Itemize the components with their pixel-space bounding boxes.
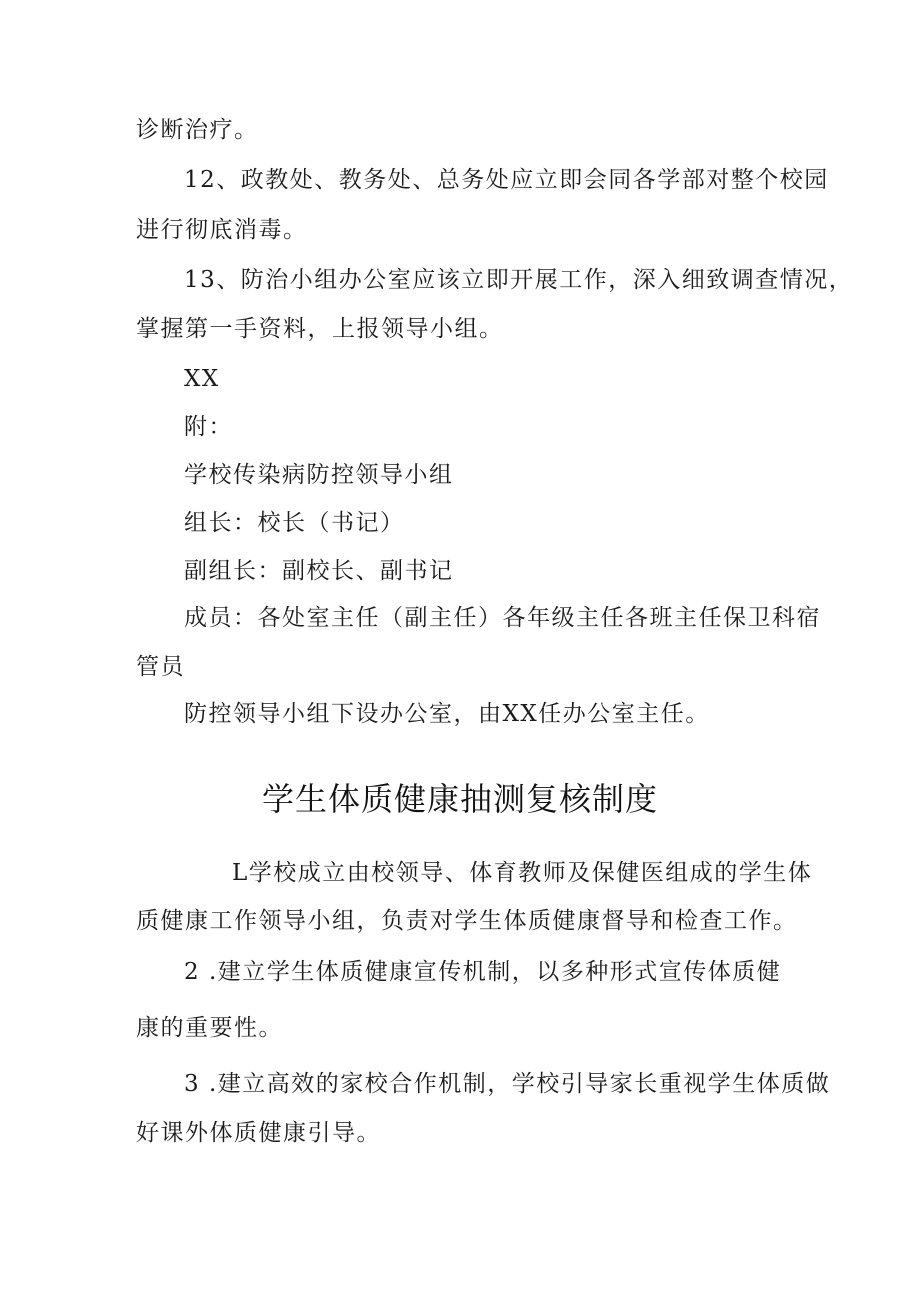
paragraph-line: 2 .建立学生体质健康宣传机制，以多种形式宣传体质健 — [184, 959, 782, 985]
paragraph-line: L学校成立由校领导、体育教师及保健医组成的学生体 — [232, 860, 813, 886]
paragraph-line: 成员：各处室主任（副主任）各年级主任各班主任保卫科宿 — [184, 605, 821, 631]
paragraph-line: 管员 — [136, 654, 185, 680]
paragraph-line: 3 .建立高效的家校合作机制，学校引导家长重视学生体质做 — [184, 1071, 831, 1097]
paragraph-line: 12、政教处、教务处、总务处应立即会同各学部对整个校园 — [184, 167, 829, 193]
paragraph-line: 进行彻底消毒。 — [136, 217, 308, 243]
paragraph-line: 质健康工作领导小组，负责对学生体质健康督导和检查工作。 — [136, 908, 798, 934]
paragraph-line: 组长：校长（书记） — [184, 510, 405, 536]
section-title: 学生体质健康抽测复核制度 — [261, 780, 658, 818]
paragraph-line: 13、防治小组办公室应该立即开展工作，深入细致调查情况， — [184, 267, 854, 293]
paragraph-line: 诊断治疗。 — [136, 117, 259, 143]
paragraph-line: 副组长：副校长、副书记 — [184, 558, 454, 584]
paragraph-line: 好课外体质健康引导。 — [136, 1120, 381, 1146]
paragraph-line: 学校传染病防控领导小组 — [184, 462, 454, 488]
paragraph-line: 掌握第一手资料，上报领导小组。 — [136, 316, 504, 342]
paragraph-line: XX — [184, 366, 220, 392]
paragraph-line: 附： — [184, 414, 233, 440]
paragraph-line: 康的重要性。 — [136, 1015, 283, 1041]
paragraph-line: 防控领导小组下设办公室，由XX任办公室主任。 — [184, 701, 710, 727]
